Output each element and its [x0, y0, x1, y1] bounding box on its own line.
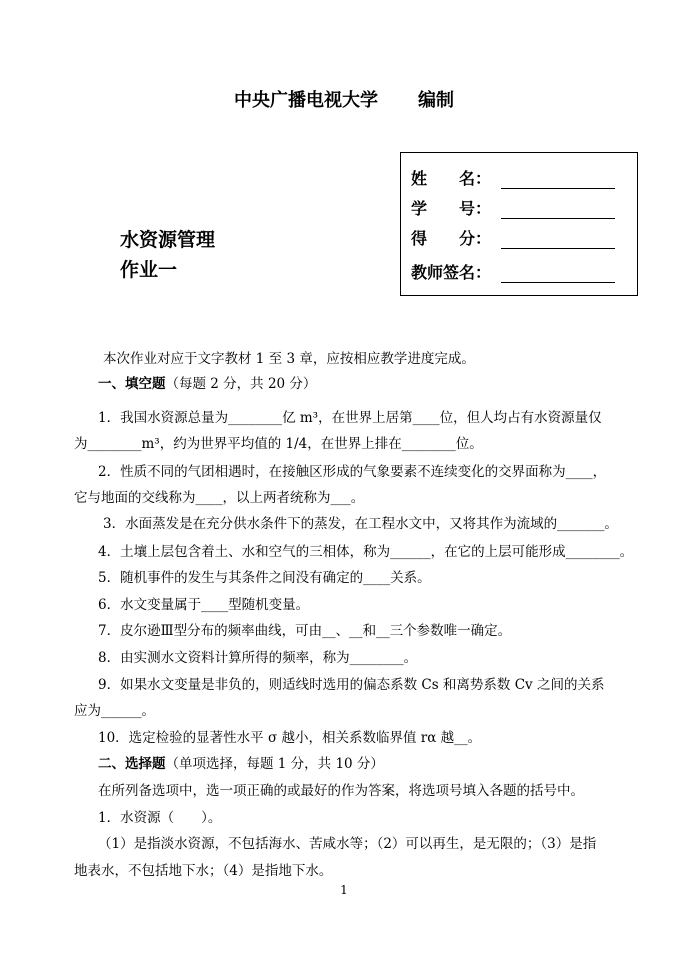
q3-line: 3．水面蒸发是在充分供水条件下的蒸发，在工程水文中，又将其作为流域的_______。: [103, 516, 618, 532]
q7-line: 7．皮尔逊Ⅲ型分布的频率曲线，可由__、__和__三个参数唯一确定。: [98, 623, 512, 639]
section2-instruction: 在所列备选项中，选一项正确的或最好的作为答案，将选项号填入各题的括号中。: [98, 783, 584, 799]
intro-text: 本次作业对应于文字教材 1 至 3 章，应按相应教学进度完成。: [103, 351, 475, 367]
teacher-signature-blank: [501, 264, 615, 283]
mc1-options-line-1: （1）是指淡水资源，不包括海水、苦咸水等；（2）可以再生，是无限的；（3）是指: [98, 836, 597, 852]
name-blank: [501, 170, 615, 189]
q10-line: 10．选定检验的显著性水平 σ 越小，相关系数临界值 rα 越__。: [98, 730, 482, 746]
assignment-title: 作业一: [120, 259, 178, 281]
page-number: 1: [340, 883, 348, 897]
section2-note: （单项选择，每题 1 分，共 10 分）: [165, 756, 384, 772]
compiled-label: 编制: [418, 90, 454, 111]
section1-note: （每题 2 分，共 20 分）: [165, 376, 317, 392]
q6-line: 6．水文变量属于____型随机变量。: [98, 597, 310, 613]
name-label: 姓 名：: [411, 169, 492, 188]
section1-heading: [98, 372, 316, 392]
q4-line: 4．土壤上层包含着土、水和空气的三相体，称为______，在它的上层可能形成________。: [98, 544, 634, 560]
teacher-signature-field: [411, 257, 615, 283]
teacher-signature-label: 教师签名：: [411, 263, 492, 282]
q2-line-2: 它与地面的交线称为____，以上两者统称为___。: [74, 490, 365, 506]
section2-title: 二、选择题: [98, 756, 166, 772]
mc1-stem: 1．水资源（ ）。: [98, 810, 222, 826]
q1-line-2: 为________m³，约为世界平均值的 1/4，在世界上排在________位。: [74, 436, 483, 452]
mc1-options-line-2: 地表水，不包括地下水；（4）是指地下水。: [74, 863, 333, 879]
q9-line-1: 9．如果水文变量是非负的，则适线时选用的偏态系数 Cs 和离势系数 Cv 之间的关系: [98, 677, 605, 693]
student-id-blank: [501, 200, 615, 219]
name-field: [411, 163, 615, 189]
section2-heading: [98, 752, 384, 772]
q8-line: 8．由实测水文资料计算所得的频率，称为________。: [98, 650, 418, 666]
document-header: [0, 86, 688, 112]
section1-title: 一、填空题: [98, 376, 166, 392]
score-field: [411, 223, 615, 249]
student-info-box: [400, 152, 638, 296]
university-name: 中央广播电视大学: [234, 90, 378, 111]
q5-line: 5．随机事件的发生与其条件之间没有确定的____关系。: [98, 570, 431, 586]
score-blank: [501, 230, 615, 249]
course-name: 水资源管理: [120, 229, 216, 251]
score-label: 得 分：: [411, 229, 492, 248]
q2-line-1: 2．性质不同的气团相遇时，在接触区形成的气象要素不连续变化的交界面称为____，: [98, 464, 607, 480]
student-id-label: 学 号：: [411, 199, 492, 218]
q9-line-2: 应为______。: [74, 703, 155, 719]
student-id-field: [411, 193, 615, 219]
q1-line-1: 1．我国水资源总量为________亿 m³，在世界上居第____位，但人均占有水资源量仅: [98, 410, 602, 426]
